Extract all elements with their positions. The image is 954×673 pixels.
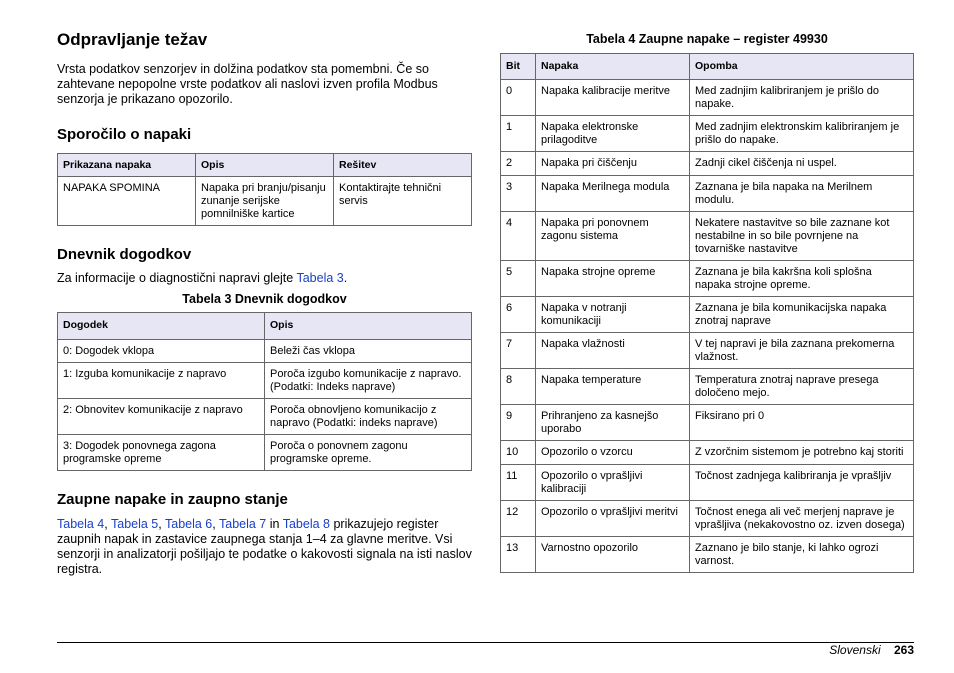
separator: , (212, 517, 219, 531)
table-6-link[interactable]: Tabela 6 (165, 517, 213, 531)
error-message-table (57, 153, 472, 226)
table-cell: 2 (501, 152, 536, 176)
table-4-link[interactable]: Tabela 4 (57, 517, 105, 531)
separator: in (266, 517, 283, 531)
table-cell: 0: Dogodek vklopa (58, 340, 265, 363)
page-title: Odpravljanje težav (57, 30, 208, 49)
table-cell: Napaka strojne opreme (536, 261, 690, 297)
table-cell: 2: Obnovitev komunikacije z napravo (58, 399, 265, 435)
table-row (58, 363, 472, 399)
table-4-caption: Tabela 4 Zaupne napake – register 49930 (586, 32, 828, 46)
table-cell: 12 (501, 501, 536, 537)
alarm-paragraph (57, 517, 472, 577)
alarm-register-table (500, 53, 914, 573)
table-cell: Temperatura znotraj naprave presega določeno mejo. (690, 369, 914, 405)
table-cell: 4 (501, 212, 536, 261)
table-cell: Opozorilo o vzorcu (536, 441, 690, 465)
header-cell: Opis (265, 313, 472, 340)
table-7-link[interactable]: Tabela 7 (219, 517, 267, 531)
table-header-row (58, 313, 472, 340)
table-cell: 5 (501, 261, 536, 297)
table-cell: Beleži čas vklopa (265, 340, 472, 363)
table-cell: Poroča obnovljeno komunikacijo z napravo (Podatki: indeks naprave) (265, 399, 472, 435)
table-cell: 9 (501, 405, 536, 441)
table-cell: Poroča izgubo komunikacije z napravo. (Podatki: Indeks naprave) (265, 363, 472, 399)
table-cell: Opozorilo o vprašljivi kalibraciji (536, 465, 690, 501)
table-row (58, 340, 472, 363)
table-cell: Prihranjeno za kasnejšo uporabo (536, 405, 690, 441)
page-footer (829, 643, 914, 657)
event-log-heading: Dnevnik dogodkov (57, 246, 192, 263)
table-row (58, 435, 472, 471)
table-row (501, 297, 914, 333)
table-3-link[interactable]: Tabela 3 (296, 271, 344, 285)
table-cell: Napaka vlažnosti (536, 333, 690, 369)
alarm-text: prikazujejo register zaupnih napak in zastavice zaupnega stanja 1–4 za glavne meritve. Vsi senzorji in analizatorji pošiljajo te podatke o kakovosti signala na isti naslov registra. (57, 517, 472, 576)
table-cell: 3 (501, 176, 536, 212)
header-cell: Bit (501, 54, 536, 80)
table-row (58, 177, 472, 226)
table-cell: 1: Izguba komunikacije z napravo (58, 363, 265, 399)
separator: , (158, 517, 165, 531)
header-cell: Dogodek (58, 313, 265, 340)
table-row (501, 333, 914, 369)
table-cell: Zaznana je bila napaka na Merilnem modulu. (690, 176, 914, 212)
table-row (501, 212, 914, 261)
table-cell: Napaka pri ponovnem zagonu sistema (536, 212, 690, 261)
table-row (501, 152, 914, 176)
table-row (501, 441, 914, 465)
left-column (57, 30, 472, 577)
table-cell: V tej napravi je bila zaznana prekomerna vlažnost. (690, 333, 914, 369)
table-cell: Med zadnjim kalibriranjem je prišlo do napake. (690, 80, 914, 116)
table-cell: 6 (501, 297, 536, 333)
table-cell: Točnost enega ali več merjenj naprave je vprašljiva (nekakovostno oz. izven dosega) (690, 501, 914, 537)
event-log-info (57, 271, 472, 286)
table-5-link[interactable]: Tabela 5 (111, 517, 159, 531)
alarm-heading: Zaupne napake in zaupno stanje (57, 491, 288, 508)
table-row (58, 399, 472, 435)
table-cell: 10 (501, 441, 536, 465)
table-cell: Napaka temperature (536, 369, 690, 405)
table-cell: 3: Dogodek ponovnega zagona programske opreme (58, 435, 265, 471)
table-cell: Napaka elektronske prilagoditve (536, 116, 690, 152)
table-cell: Zaznana je bila kakršna koli splošna napaka strojne opreme. (690, 261, 914, 297)
table-cell: 0 (501, 80, 536, 116)
table-row (501, 465, 914, 501)
info-text: Za informacije o diagnostični napravi glejte (57, 271, 297, 285)
table-cell: Napaka pri čiščenju (536, 152, 690, 176)
table-cell: Napaka kalibracije meritve (536, 80, 690, 116)
table-cell: Zadnji cikel čiščenja ni uspel. (690, 152, 914, 176)
table-header-row (58, 154, 472, 177)
separator: , (104, 517, 111, 531)
header-cell: Rešitev (334, 154, 472, 177)
table-row (501, 80, 914, 116)
table-cell: Kontaktirajte tehnični servis (334, 177, 472, 226)
info-suffix: . (343, 271, 348, 285)
table-row (501, 369, 914, 405)
footer-language: Slovenski (829, 643, 881, 657)
right-column (500, 30, 914, 573)
table-row (501, 501, 914, 537)
table-cell: Nekatere nastavitve so bile zaznane kot nestabilne in so bile povrnjene na tovarniške nastavitve (690, 212, 914, 261)
table-cell: Napaka pri branju/pisanju zunanje serijske pomnilniške kartice (196, 177, 334, 226)
event-log-table (57, 312, 472, 471)
page-number: 263 (893, 643, 914, 657)
table-cell: 1 (501, 116, 536, 152)
table-cell: NAPAKA SPOMINA (58, 177, 196, 226)
error-message-heading: Sporočilo o napaki (57, 126, 192, 143)
header-cell: Napaka (536, 54, 690, 80)
table-cell: Napaka v notranji komunikaciji (536, 297, 690, 333)
table-cell: Z vzorčnim sistemom je potrebno kaj storiti (690, 441, 914, 465)
table-cell: 8 (501, 369, 536, 405)
table-8-link[interactable]: Tabela 8 (282, 517, 330, 531)
table-row (501, 405, 914, 441)
intro-paragraph: Vrsta podatkov senzorjev in dolžina podatkov sta pomembni. Če so zahtevane nepopolne vrste podatkov ali naslovi izven profila Modbus senzorja je prikazano opozorilo. (57, 62, 438, 106)
table-cell: 11 (501, 465, 536, 501)
table-row (501, 116, 914, 152)
table-cell: Zaznano je bilo stanje, ki lahko ogrozi varnost. (690, 537, 914, 573)
table-cell: 13 (501, 537, 536, 573)
table-row (501, 537, 914, 573)
header-cell: Prikazana napaka (58, 154, 196, 177)
table-cell: Med zadnjim elektronskim kalibriranjem je prišlo do napake. (690, 116, 914, 152)
table-cell: Opozorilo o vprašljivi meritvi (536, 501, 690, 537)
alarm-table-body (501, 80, 914, 573)
table-cell: 7 (501, 333, 536, 369)
table-row (501, 261, 914, 297)
header-cell: Opis (196, 154, 334, 177)
table-cell: Fiksirano pri 0 (690, 405, 914, 441)
table-cell: Varnostno opozorilo (536, 537, 690, 573)
table-3-caption: Tabela 3 Dnevnik dogodkov (182, 292, 347, 306)
header-cell: Opomba (690, 54, 914, 80)
table-cell: Zaznana je bila komunikacijska napaka znotraj naprave (690, 297, 914, 333)
table-cell: Točnost zadnjega kalibriranja je vprašljiv (690, 465, 914, 501)
table-cell: Napaka Merilnega modula (536, 176, 690, 212)
table-header-row (501, 54, 914, 80)
table-row (501, 176, 914, 212)
table-cell: Poroča o ponovnem zagonu programske opreme. (265, 435, 472, 471)
footer-divider (57, 642, 914, 643)
